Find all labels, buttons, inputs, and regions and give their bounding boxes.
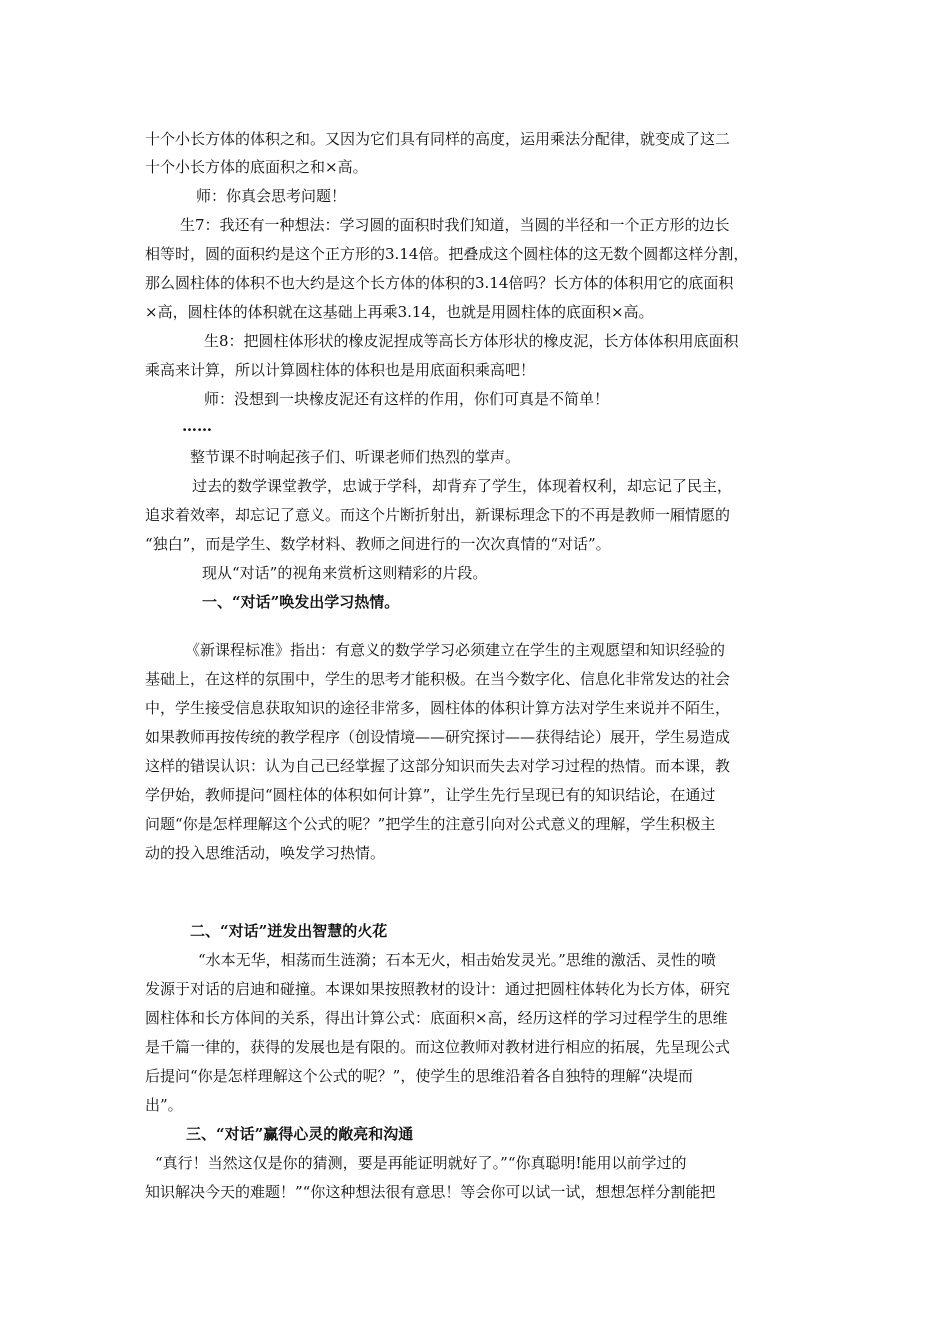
paragraph-line: 如果教师再按传统的教学程序（创设情境——研究探讨——获得结论）展开，学生易造成 — [145, 728, 731, 746]
paragraph-line: 乘高来计算，所以计算圆柱体的体积也是用底面积乘高吧！ — [145, 361, 536, 379]
paragraph-line: 过去的数学课堂教学，忠诚于学科，却背弃了学生，体现着权利，却忘记了民主， — [192, 477, 733, 495]
paragraph-line: 现从“对话”的视角来赏析这则精彩的片段。 — [202, 564, 488, 582]
paragraph-line: 生7：我还有一种想法：学习圆的面积时我们知道，当圆的半径和一个正方形的边长 — [180, 216, 730, 234]
paragraph-line: 问题“你是怎样理解这个公式的呢？”把学生的注意引向对公式意义的理解，学生积极主 — [145, 815, 716, 833]
paragraph-line: 生8：把圆柱体形状的橡皮泥捏成等高长方体形状的橡皮泥，长方体体积用底面积 — [204, 332, 739, 350]
paragraph-line: 师：没想到一块橡皮泥还有这样的作用，你们可真是不简单！ — [204, 390, 610, 408]
paragraph-line: 那么圆柱体的体积不也大约是这个长方体的体积的3.14倍吗？长方体的体积用它的底面积 — [145, 274, 734, 292]
paragraph-line: 这样的错误认识：认为自己已经掌握了这部分知识而失去对学习过程的热情。而本课，教 — [145, 757, 731, 775]
paragraph-line: 知识解决今天的难题！”“你这种想法很有意思！等会你可以试一试，想想怎样分割能把 — [145, 1183, 716, 1201]
paragraph-line: 后提问“你是怎样理解这个公式的呢？”，使学生的思维沿着各自独特的理解“决堤而 — [145, 1067, 694, 1085]
paragraph-line: 相等时，圆的面积约是这个正方形的3.14倍。把叠成这个圆柱体的这无数个圆都这样分割， — [145, 245, 749, 263]
paragraph-line: 十个小长方体的底面积之和×高。 — [145, 158, 368, 176]
ellipsis-line: …… — [182, 417, 212, 435]
paragraph-line: 学伊始，教师提问“圆柱体的体积如何计算”，让学生先行呈现已有的知识结论，在通过 — [145, 786, 716, 804]
paragraph-line: 中，学生接受信息获取知识的途径非常多，圆柱体的体积计算方法对学生来说并不陌生， — [145, 699, 731, 717]
paragraph-line: 是千篇一律的，获得的发展也是有限的。而这位教师对教材进行相应的拓展，先呈现公式 — [145, 1038, 731, 1056]
paragraph-line: “真行！当然这仅是你的猜测，要是再能证明就好了。”“你真聪明!能用以前学过的 — [155, 1154, 687, 1172]
paragraph-line: 基础上，在这样的氛围中，学生的思考才能积极。在当今数字化、信息化非常发达的社会 — [145, 670, 731, 688]
paragraph-line: ×高，圆柱体的体积就在这基础上再乘3.14，也就是用圆柱体的底面积×高。 — [145, 303, 654, 321]
paragraph-line: 圆柱体和长方体间的关系，得出计算公式：底面积×高，经历这样的学习过程学生的思维 — [145, 1009, 728, 1027]
section-heading-3: 三、“对话”赢得心灵的敞亮和沟通 — [186, 1125, 414, 1143]
section-heading-2: 二、“对话”迸发出智慧的火花 — [190, 922, 388, 940]
paragraph-line: 十个小长方体的体积之和。又因为它们具有同样的高度，运用乘法分配律，就变成了这二 — [145, 130, 731, 148]
paragraph-line: 发源于对话的启迪和碰撞。本课如果按照教材的设计：通过把圆柱体转化为长方体，研究 — [145, 980, 731, 998]
paragraph-line: 出”。 — [145, 1096, 183, 1114]
paragraph-line: 整节课不时响起孩子们、听课老师们热烈的掌声。 — [190, 448, 521, 466]
section-heading-1: 一、“对话”唤发出学习热情。 — [202, 593, 400, 611]
paragraph-line: 动的投入思维活动，唤发学习热情。 — [145, 844, 386, 862]
paragraph-line: 师：你真会思考问题！ — [196, 187, 347, 205]
paragraph-line: 《新课程标准》指出：有意义的数学学习必须建立在学生的主观愿望和知识经验的 — [185, 641, 726, 659]
paragraph-line: “独白”，而是学生、数学材料、教师之间进行的一次次真情的“对话”。 — [145, 535, 611, 553]
paragraph-line: “水本无华，相荡而生涟漪；石本无火，相击始发灵光。”思维的激活、灵性的喷 — [198, 951, 716, 969]
paragraph-line: 追求着效率，却忘记了意义。而这个片断折射出，新课标理念下的不再是教师一厢情愿的 — [145, 506, 731, 524]
